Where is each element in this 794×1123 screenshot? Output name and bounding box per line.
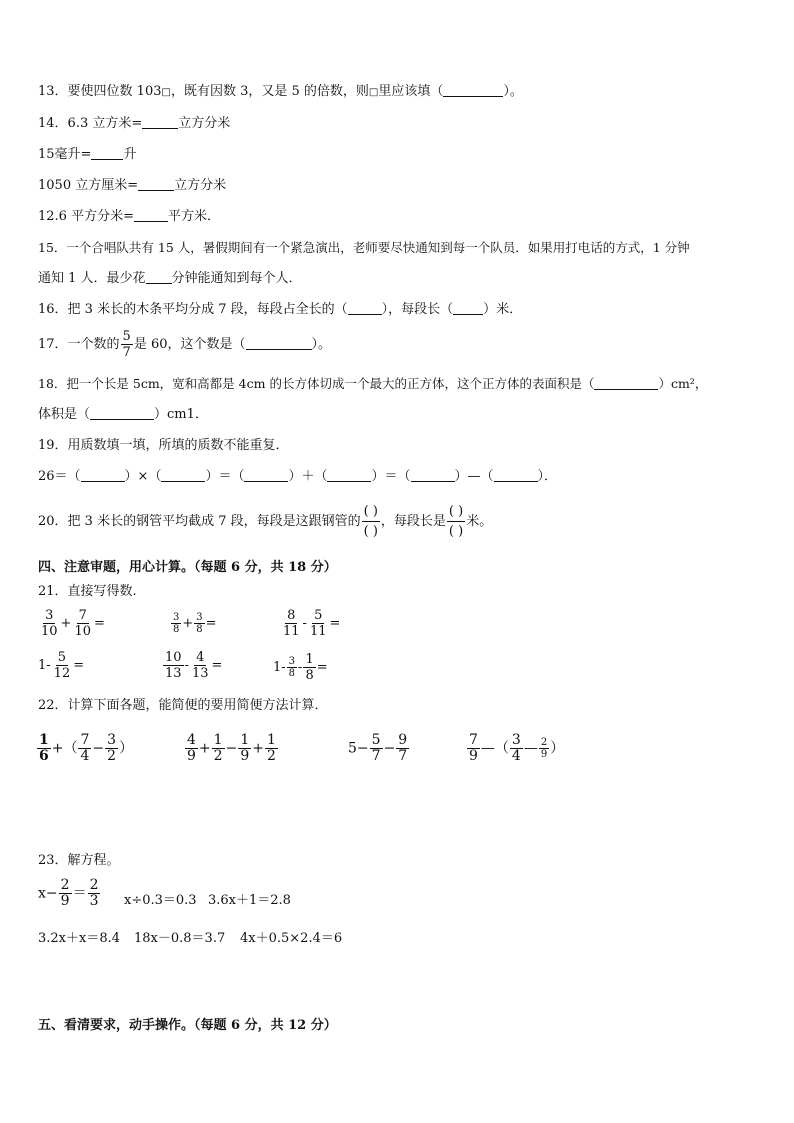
numerator: 7: [80, 732, 90, 748]
operator: —（: [480, 740, 509, 757]
numerator: 1: [266, 732, 276, 748]
question-14-line3: [38, 177, 226, 195]
numerator: 3: [45, 608, 54, 623]
answer-blank[interactable]: [246, 336, 312, 350]
answer-blank[interactable]: [494, 468, 538, 482]
numerator: 4: [196, 650, 205, 665]
fraction: [303, 652, 315, 683]
question-15-line1: [38, 239, 690, 257]
q19-text: ）＋（: [288, 469, 328, 484]
operator: x−: [38, 885, 58, 902]
answer-blank[interactable]: [411, 468, 455, 482]
q17-text: 17．一个数的: [38, 337, 120, 352]
q21-item-4: [38, 650, 84, 681]
question-14-line4: [38, 208, 220, 226]
q20-text: ，每段长是: [380, 514, 446, 529]
q23-text: 23．解方程。: [38, 853, 120, 868]
denominator: 8: [196, 624, 203, 635]
question-21-title: [38, 583, 137, 601]
numerator: 8: [287, 608, 296, 623]
q22-expression-2: [184, 733, 279, 764]
question-19-title: [38, 437, 289, 455]
answer-blank[interactable]: [138, 177, 174, 191]
q15-text: 通知 1 人．最少花: [38, 271, 146, 286]
numerator: 3: [173, 612, 180, 623]
q21-item-1: [38, 608, 105, 639]
q16-text: 16．把 3 米长的木条平均分成 7 段，每段占全长的（: [38, 302, 348, 317]
operator: -: [302, 616, 307, 631]
answer-blank[interactable]: [90, 406, 154, 420]
section-5-heading: 五、看清要求，动手操作。（每题 6 分，共 12 分）: [38, 1018, 337, 1033]
q22-expression-1: [36, 733, 133, 764]
q15-text: 15．一个合唱队共有 15 人，暑假期间有一个紧急演出，老师要尽快通知到每一个队员．如果用打电话的方式，1 分钟: [38, 240, 690, 255]
q19-text: 19．用质数填一填，所填的质数不能重复．: [38, 438, 289, 453]
operator: −: [225, 740, 238, 757]
q18-text: 体积是（: [38, 407, 91, 422]
q22-expression-3: [348, 733, 410, 764]
numerator: 3: [288, 656, 296, 667]
fraction: [105, 733, 118, 764]
fraction: [39, 608, 60, 639]
equals: =: [211, 658, 223, 673]
fraction: [72, 608, 93, 639]
numerator: 2: [89, 877, 99, 893]
fraction: [287, 656, 297, 679]
operator: +: [182, 616, 194, 631]
box-glyph: □: [161, 87, 171, 98]
fraction: [265, 733, 278, 764]
operator: -: [298, 660, 303, 675]
numerator: 3: [511, 732, 521, 748]
q13-text: 13．要使四位数 103: [38, 84, 162, 99]
denominator: 12: [53, 666, 71, 681]
q23-equation-1: [38, 878, 101, 909]
q19-text: ）＝（: [371, 469, 411, 484]
numerator: 1: [213, 732, 223, 748]
denominator: 6: [39, 748, 49, 764]
fraction: [37, 733, 51, 764]
q15-text: 分钟能通知到每个人．: [171, 271, 302, 286]
fraction: [52, 650, 73, 681]
fraction: [510, 733, 523, 764]
blank-fraction[interactable]: [447, 502, 465, 541]
answer-blank[interactable]: [453, 301, 483, 315]
question-18-line2: [38, 406, 208, 424]
q19-text: ）＝（: [205, 469, 245, 484]
q23-equation-6: 4x＋0.5×2.4＝6: [240, 931, 343, 946]
numerator: 5: [57, 650, 67, 665]
q23-equation-4: 3.2x＋x＝8.4: [38, 931, 121, 946]
q23-equation-2: x÷0.3＝0.3: [124, 893, 197, 908]
q18-text: ）cm²，: [658, 376, 708, 391]
numerator: 2: [60, 877, 70, 893]
fraction: [194, 612, 204, 635]
denominator: 2: [266, 748, 276, 764]
answer-blank[interactable]: [81, 468, 125, 482]
q22-text: 22．计算下面各题，能简便的要用简便方法计算．: [38, 698, 328, 713]
numerator: 4: [187, 732, 196, 748]
blank-numerator[interactable]: ( ): [447, 502, 465, 522]
denominator: 7: [398, 748, 408, 764]
question-14-line2: [38, 146, 136, 164]
equals: =: [205, 616, 217, 631]
q21-item-3: [280, 608, 340, 639]
box-glyph: □: [368, 87, 379, 98]
q17-text: 是 60，这个数是（: [133, 337, 246, 352]
equals: =: [316, 660, 328, 675]
q16-text: ），每段长（: [381, 302, 454, 317]
q23-equation-3: 3.6x＋1＝2.8: [208, 893, 291, 908]
denominator: 11: [283, 624, 300, 639]
answer-blank[interactable]: [161, 468, 205, 482]
fraction: [370, 733, 383, 764]
equals: =: [94, 616, 105, 631]
denominator: 13: [191, 666, 209, 681]
answer-blank[interactable]: [244, 468, 288, 482]
operator: -: [184, 658, 189, 673]
question-18-line1: [38, 375, 707, 393]
q18-text: ）cm1．: [154, 407, 208, 422]
denominator: 9: [469, 748, 478, 764]
denominator: 11: [309, 624, 327, 639]
answer-blank[interactable]: [142, 115, 178, 129]
q20-text: 20．把 3 米长的钢管平均截成 7 段，每段是这跟钢管的: [38, 514, 361, 529]
answer-blank[interactable]: [134, 208, 168, 222]
denominator: 9: [187, 748, 196, 764]
q19-text: ）．: [537, 469, 558, 484]
q21-item-2: [170, 612, 217, 635]
fraction: [539, 737, 549, 760]
blank-denominator[interactable]: ( ): [448, 524, 464, 539]
denominator: 4: [511, 748, 521, 764]
denominator: 8: [305, 668, 314, 683]
q16-text: ）米．: [483, 302, 523, 317]
q14-text: 立方分米: [174, 178, 227, 193]
q21-text: 21．直接写得数.: [38, 584, 137, 599]
denominator: 9: [240, 748, 250, 764]
q14-text: 立方分米: [178, 116, 231, 131]
equals: =: [329, 616, 341, 631]
numerator: 3: [107, 732, 117, 748]
numerator: 1: [39, 732, 49, 748]
fraction: [163, 650, 184, 681]
numerator: 2: [540, 737, 548, 748]
q22-expression-4: [466, 733, 564, 764]
q19-text: 26＝（: [38, 469, 81, 484]
blank-fraction[interactable]: [362, 502, 380, 541]
operator: +（: [51, 740, 78, 757]
numerator: 7: [469, 732, 478, 748]
q14-text: 12.6 平方分米=: [38, 209, 134, 224]
operator: 1-: [38, 658, 51, 673]
equals: =: [73, 658, 85, 673]
q13-text: ）。: [503, 84, 523, 99]
denominator: 8: [288, 668, 296, 679]
fraction: [212, 733, 225, 764]
question-23-title: [38, 852, 120, 870]
answer-blank[interactable]: [146, 270, 172, 284]
operator: +: [198, 740, 211, 757]
fraction: [190, 650, 211, 681]
section-4-heading: 四、注意审题，用心计算。（每题 6 分，共 18 分）: [38, 560, 337, 575]
answer-blank[interactable]: [91, 146, 123, 160]
q18-text: 18．把一个长是 5cm，宽和高都是 4cm 的长方体切成一个最大的正方体，这个正方体的表面积是（: [38, 376, 595, 391]
numerator: 5: [122, 329, 131, 344]
operator: −: [383, 740, 396, 757]
numerator: 7: [78, 608, 87, 623]
numerator: 9: [398, 732, 408, 748]
q19-text: ）—（: [454, 469, 494, 484]
answer-blank[interactable]: [348, 301, 382, 315]
question-19-equation: [38, 468, 557, 486]
question-13: [38, 83, 523, 102]
q19-text: ）×（: [124, 469, 162, 484]
q13-text: 里应该填（: [378, 84, 444, 99]
answer-blank[interactable]: [594, 376, 658, 390]
q14-text: 平方米．: [167, 209, 220, 224]
q14-text: 1050 立方厘米=: [38, 178, 139, 193]
fraction: [396, 733, 409, 764]
fraction: [281, 608, 302, 639]
fraction: [78, 733, 91, 764]
question-22-title: [38, 697, 328, 715]
equals: ＝: [72, 885, 87, 902]
operator: ）: [550, 740, 565, 757]
numerator: 5: [371, 732, 381, 748]
operator: ）: [119, 740, 134, 757]
denominator: 9: [60, 893, 70, 909]
q21-item-6: [273, 652, 328, 683]
denominator: 4: [80, 748, 90, 764]
q21-item-5: [162, 650, 222, 681]
numerator: 10: [165, 650, 182, 665]
question-15-line2: [38, 270, 302, 288]
denominator: 7: [371, 748, 381, 764]
fraction: [171, 612, 181, 635]
denominator: 13: [165, 666, 182, 681]
denominator: 10: [74, 624, 91, 639]
fraction: [59, 878, 72, 909]
blank-denominator[interactable]: ( ): [363, 524, 378, 539]
q14-text: 14．6.3 立方米=: [38, 116, 143, 131]
fraction: [467, 733, 480, 764]
question-16: [38, 301, 522, 319]
operator: −: [92, 740, 105, 757]
denominator: 7: [122, 345, 131, 360]
numerator: 1: [240, 732, 250, 748]
q23-equation-5: 18x－0.8＝3.7: [134, 931, 226, 946]
answer-blank[interactable]: [327, 468, 371, 482]
numerator: 1: [305, 652, 314, 667]
operator: +: [252, 740, 264, 757]
q14-text: 升: [123, 147, 137, 162]
operator: 1-: [273, 660, 286, 675]
answer-blank[interactable]: [443, 83, 503, 97]
operator: —: [523, 740, 538, 757]
fraction: [185, 733, 198, 764]
denominator: 10: [41, 624, 58, 639]
denominator: 2: [107, 748, 117, 764]
fraction: [121, 329, 133, 360]
fraction: [308, 608, 329, 639]
q14-text: 15毫升=: [38, 147, 92, 162]
q20-text: 米。: [466, 514, 493, 529]
numerator: 3: [196, 612, 203, 623]
q13-text: ，既有因数 3，又是 5 的倍数，则: [170, 84, 369, 99]
question-14-line1: [38, 115, 230, 133]
denominator: 8: [173, 624, 180, 635]
operator: +: [60, 616, 72, 631]
numerator: 5: [314, 608, 323, 623]
denominator: 9: [540, 749, 548, 760]
q17-text: ）。: [311, 337, 332, 352]
denominator: 2: [213, 748, 223, 764]
operator: 5−: [348, 740, 369, 757]
blank-numerator[interactable]: ( ): [362, 502, 380, 522]
question-20: [38, 500, 492, 544]
question-17: [38, 328, 331, 362]
fraction: [238, 733, 251, 764]
denominator: 3: [89, 893, 99, 909]
fraction: [88, 878, 101, 909]
